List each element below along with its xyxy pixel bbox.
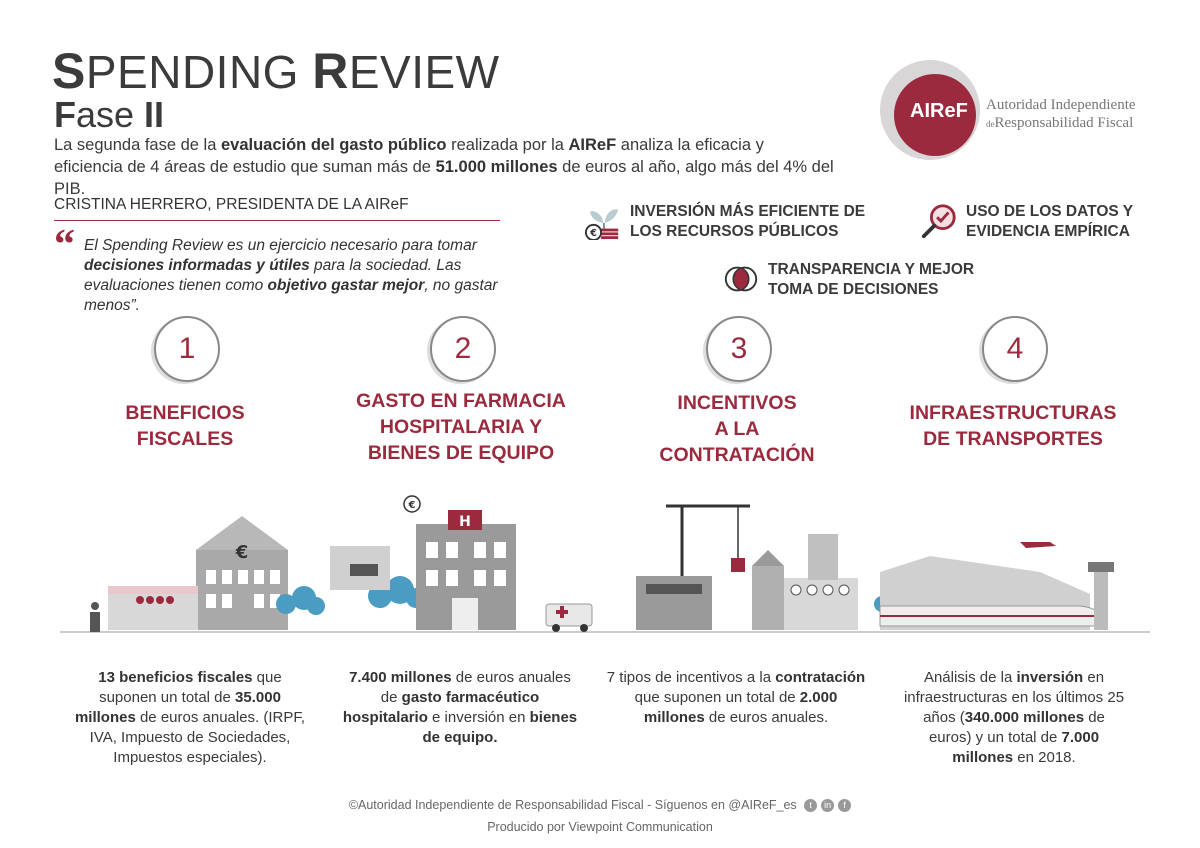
desc-text: que suponen un total de [634, 689, 800, 706]
area-title-2: GASTO EN FARMACIA HOSPITALARIA Y BIENES DE EQUIPO [356, 390, 566, 464]
desc-bold: 7.400 millones [349, 669, 452, 686]
quote-part: El Spending Review es un ejercicio necesario para tomar [84, 237, 477, 254]
quote-part: para la sociedad. Las evaluaciones tienen como [84, 257, 462, 294]
svg-text:H: H [459, 514, 471, 530]
objective-data-evidence [920, 202, 1133, 242]
area-number-3: 3 [706, 316, 772, 382]
magnifier-check-icon [920, 202, 958, 240]
quote-author: CRISTINA HERRERO, PRESIDENTA DE LA AIReF [54, 196, 500, 221]
area-title-3: INCENTIVOS A LA CONTRATACIÓN [659, 392, 815, 466]
objective-transparency [722, 260, 974, 300]
area-desc-2 [340, 668, 580, 748]
intro-text: realizada por la [446, 136, 569, 154]
quote-bold: decisiones informadas y útiles [84, 257, 310, 274]
city-illustration [60, 486, 1160, 656]
area-desc-1 [70, 668, 310, 768]
subtitle-text: ase [76, 94, 145, 135]
airef-logo [880, 60, 1150, 160]
desc-text: de euros anuales. (IRPF, IVA, Impuesto de Sociedades, Impuestos especiales). [89, 709, 306, 766]
svg-text:€: € [408, 500, 416, 511]
desc-text: de euros anuales. [704, 709, 829, 726]
logo-name-line1: Autoridad Independiente [986, 97, 1136, 113]
desc-text: que suponen un total de [99, 669, 282, 706]
twitter-icon[interactable]: t [804, 799, 817, 812]
desc-text: de euros) y un total de [928, 709, 1105, 746]
quote-part: , no gastar menos”. [84, 277, 498, 314]
desc-text: en 2018. [1013, 749, 1076, 766]
desc-bold: 13 beneficios fiscales [98, 669, 253, 686]
footer-copyright [0, 798, 1200, 812]
quote-text [84, 236, 514, 316]
subtitle-initial: F [54, 94, 76, 135]
desc-bold: inversión [1016, 669, 1084, 686]
area-number-2: 2 [430, 316, 496, 382]
intro-bold: 51.000 millones [435, 158, 558, 176]
quote-mark-icon: “ [54, 222, 75, 268]
desc-bold: 340.000 millones [964, 709, 1085, 726]
plant-coin-icon [584, 202, 622, 240]
subtitle-number: II [144, 94, 165, 135]
logo-name [986, 96, 1136, 133]
hospital-building [330, 496, 516, 630]
objective-efficient-investment [584, 202, 865, 242]
desc-bold: gasto farmacéutico hospitalario [342, 689, 540, 726]
tax-office-building [196, 516, 288, 630]
desc-text: e inversión en [427, 709, 530, 726]
title-initial-r: R [312, 43, 349, 99]
title-part-2: EVIEW [348, 46, 500, 98]
objective-label: INVERSIÓN MÁS EFICIENTE DE LOS RECURSOS PÚBLICOS [630, 203, 866, 240]
title-initial-s: S [52, 43, 86, 99]
desc-bold: 7.000 millones [952, 729, 1100, 766]
ambulance [546, 604, 592, 632]
footer-credits: Producido por Viewpoint Communication [487, 820, 713, 834]
logo-mark: AIReF [910, 100, 968, 122]
page-title [52, 42, 500, 100]
quote-bold: objetivo gastar mejor [267, 277, 425, 294]
intro-text: analiza la eficacia y eficiencia de 4 áreas de estudio que suman más de [54, 136, 764, 176]
desc-bold: 2.000 millones [643, 689, 838, 726]
area-desc-3 [606, 668, 866, 728]
objective-label: USO DE LOS DATOS Y EVIDENCIA EMPÍRICA [966, 203, 1134, 240]
area-desc-4 [900, 668, 1128, 768]
desc-bold: contratación [775, 669, 866, 686]
intro-text: de euros al año, algo más del 4% del PIB. [54, 158, 834, 198]
linkedin-icon[interactable]: in [821, 799, 834, 812]
footer-text: ©Autoridad Independiente de Responsabilidad Fiscal - Síguenos en @AIReF_es [348, 798, 797, 812]
intro-paragraph [54, 134, 834, 200]
desc-text: de euros anuales de [380, 669, 571, 706]
overlap-circles-icon [722, 260, 760, 298]
area-title-4: INFRAESTRUCTURAS DE TRANSPORTES [909, 402, 1117, 450]
train-station [880, 542, 1114, 630]
logo-name-line2: Responsabilidad Fiscal [994, 115, 1134, 131]
desc-text: en infraestructuras en los últimos 25 años ( [903, 669, 1125, 726]
area-title-1: BENEFICIOS FISCALES [125, 402, 245, 450]
page-subtitle [54, 94, 164, 136]
title-part-1: PENDING [85, 46, 313, 98]
svg-text:€: € [235, 542, 249, 563]
facebook-icon[interactable]: f [838, 799, 851, 812]
desc-bold: bienes de equipo. [422, 709, 578, 746]
desc-text: Análisis de la [923, 669, 1017, 686]
factory-crane [636, 506, 858, 630]
logo-name-prefix: de [986, 119, 995, 129]
intro-bold: evaluación del gasto público [220, 136, 447, 154]
objective-label: TRANSPARENCIA Y MEJOR TOMA DE DECISIONES [768, 261, 975, 298]
svg-text:€: € [590, 228, 597, 240]
intro-text: La segunda fase de la [54, 136, 221, 154]
area-number-4: 4 [982, 316, 1048, 382]
desc-text: 7 tipos de incentivos a la [606, 669, 776, 686]
market-stall [90, 586, 198, 632]
area-number-1: 1 [154, 316, 220, 382]
desc-bold: 35.000 millones [74, 689, 281, 726]
intro-bold: AIReF [568, 136, 617, 154]
